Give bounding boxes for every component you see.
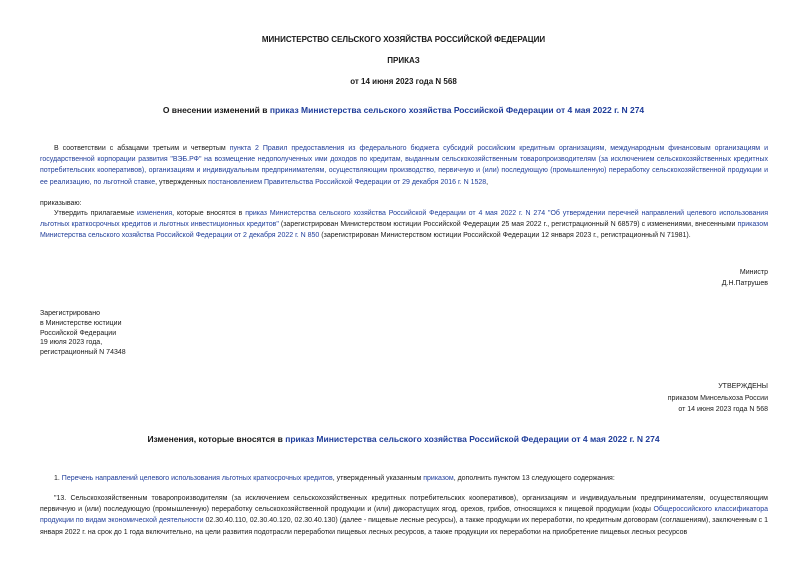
order-paragraph: [40, 208, 768, 242]
document-date-number: от 14 июня 2023 года N 568: [350, 77, 457, 86]
title-prefix: О внесении изменений в: [162, 105, 270, 115]
preamble-text-3: ,: [486, 178, 489, 186]
order-274-link[interactable]: приказ Министерства сельского хозяйства Российской Федерации от 4 мая 2022 г. N 274 "Об утверждении перечней направлений целевого использования льготных краткосрочных кредитов и льготных инвестиционных кредитов": [40, 210, 769, 229]
order-text-4: (зарегистрирован Министерством юстиции Российской Федерации 12 января 2023 г., регистрационный N 71981).: [319, 232, 691, 240]
changes-title-prefix: Изменения, которые вносятся в: [147, 434, 286, 444]
preamble-text-2: , утвержденных: [155, 178, 209, 186]
signature-role: Министр: [739, 269, 768, 276]
document-title: [0, 105, 807, 115]
changes-title: [0, 434, 807, 444]
document-type: ПРИКАЗ: [387, 56, 420, 65]
okpd-classifier-link[interactable]: Общероссийского классификатора продукции по видам экономической деятельности: [40, 506, 769, 525]
registration-block: [40, 309, 126, 358]
list-of-directions-link[interactable]: Перечень направлений целевого использования льготных краткосрочных кредитов: [61, 475, 333, 482]
item-13-text-1: "13. Сельскохозяйственным товаропроизводителям (за исключением сельскохозяйственных кредитных потребительских кооперативов), организациям и индивидуальным предпринимателям, осуществляющим первичную и (или) последующую (промышленную) переработку сельскохозяйственной продукции и (или) дикорастущих ягод, орехов, грибов, относящихся к пищевой продукции (коды: [40, 495, 768, 514]
order-text-1: Утвердить прилагаемые: [54, 210, 137, 217]
order-850-link[interactable]: приказом Министерства сельского хозяйства Российской Федерации от 2 декабря 2022 г. N 850: [40, 221, 769, 240]
item-13-text-2: 02.30.40.110, 02.30.40.120, 02.30.40.130) (далее - пищевые лесные ресурсы), а также продукции их переработки, по кредитным договорам (соглашениям), заключенным с 1 января 2022 г. на срок до 1 года включительно, на цели развития подотрасли переработки пищевых лесных ресурсов, а также продукции их переработки на приобретение пищевых лесных ресурсов: [40, 517, 769, 536]
registration-line: в Министерстве юстиции: [40, 319, 122, 327]
item-1-number: 1.: [54, 475, 62, 482]
order-text-3: (зарегистрирован Министерством юстиции Российской Федерации 25 мая 2022 г., регистрационный N 68579) с изменениями, внесенными: [278, 221, 738, 229]
approval-line: от 14 июня 2023 года N 568: [678, 406, 768, 413]
registration-line: 19 июля 2023 года,: [40, 339, 103, 347]
registration-line: Российской Федерации: [40, 329, 117, 337]
government-decree-link[interactable]: постановлением Правительства Российской Федерации от 29 декабря 2016 г. N 1528: [208, 178, 487, 186]
registration-line: регистрационный N 74348: [40, 349, 126, 357]
approval-heading: УТВЕРЖДЕНЫ: [718, 383, 768, 390]
item-1-text-2: , дополнить пунктом 13 следующего содержания:: [453, 475, 615, 482]
registration-line: Зарегистрировано: [40, 310, 100, 317]
changes-link[interactable]: изменения: [137, 210, 173, 217]
rules-link[interactable]: пункта 2 Правил предоставления из федерального бюджета субсидий российским кредитным организациям, международным финансовым организациям и государственной корпорации развития "ВЭБ.РФ" на возмещение недополученных ими доходов по кредитам, выданным сельскохозяйственным товаропроизводителям (за исключением сельскохозяйственных кредитных потребительских кооперативов), организациям и индивидуальным предпринимателям, осуществляющим производство, первичную и (или) последующую (промышленную) переработку сельскохозяйственной продукции и ее реализацию, по льготной ставке: [40, 145, 768, 186]
order-word: приказываю:: [40, 200, 82, 207]
signature-name: Д.Н.Патрушев: [721, 280, 768, 287]
approval-block: [668, 381, 768, 416]
changes-title-link[interactable]: приказ Министерства сельского хозяйства Российской Федерации от 4 мая 2022 г. N 274: [285, 434, 660, 444]
preamble-paragraph: [40, 143, 768, 188]
title-link[interactable]: приказ Министерства сельского хозяйства Российской Федерации от 4 мая 2022 г. N 274: [269, 105, 645, 115]
order-link[interactable]: приказом: [423, 475, 454, 482]
order-text-2: , которые вносятся в: [172, 210, 246, 217]
preamble-text-1: В соответствии с абзацами третьим и четвертым: [54, 145, 230, 152]
approval-line: приказом Минсельхоза России: [667, 394, 768, 402]
ministry-heading: МИНИСТЕРСТВО СЕЛЬСКОГО ХОЗЯЙСТВА РОССИЙСКОЙ ФЕДЕРАЦИИ: [261, 35, 546, 44]
item-1-paragraph: [40, 473, 768, 484]
item-13-paragraph: [40, 493, 768, 538]
item-1-text-1: , утвержденный указанным: [332, 475, 424, 482]
